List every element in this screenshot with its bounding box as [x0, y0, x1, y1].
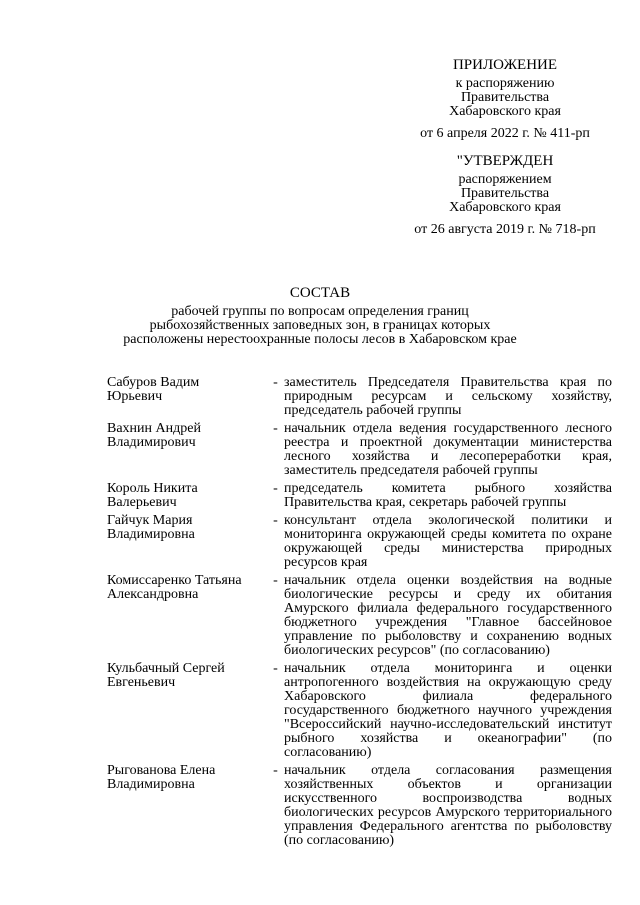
member-surname-name: Сабуров Вадим: [107, 375, 200, 390]
member-dash: -: [273, 375, 278, 390]
member-row: [107, 514, 612, 570]
member-dash: -: [273, 661, 278, 676]
member-dash: -: [273, 763, 278, 778]
member-surname-name: Рыгованова Елена: [107, 763, 216, 778]
appendix-block: [400, 57, 610, 237]
member-role: начальник отдела ведения государственного лесного реестра и проектной документации министерства лесного хозяйства и лесопереработки края, заместитель председателя рабочей группы: [284, 421, 612, 478]
approved-line: Хабаровского края: [449, 200, 561, 215]
member-name: [107, 662, 267, 690]
approved-line: Правительства: [460, 186, 550, 201]
member-name: [107, 514, 267, 542]
member-row: [107, 482, 612, 510]
member-patronymic: Евгеньевич: [107, 675, 176, 690]
member-row: [107, 376, 612, 418]
member-surname-name: Кульбачный Сергей: [107, 661, 225, 676]
member-row: [107, 574, 612, 658]
document-heading: [100, 285, 540, 347]
member-dash: -: [273, 421, 278, 436]
member-role: председатель комитета рыбного хозяйства Правительства края, секретарь рабочей группы: [284, 481, 612, 510]
appendix-line: Хабаровского края: [449, 104, 561, 119]
member-patronymic: Юрьевич: [107, 389, 163, 404]
member-patronymic: Владимировна: [107, 527, 195, 542]
member-surname-name: Комиссаренко Татьяна: [107, 573, 242, 588]
member-name: [107, 574, 267, 602]
heading-subtitle-line: рабочей группы по вопросам определения границ: [171, 304, 469, 319]
member-row: [107, 662, 612, 760]
appendix-line: к распоряжению: [455, 76, 555, 91]
member-name: [107, 376, 267, 404]
member-role: заместитель Председателя Правительства края по природным ресурсам и сельскому хозяйству, председатель рабочей группы: [284, 375, 612, 418]
member-name: [107, 422, 267, 450]
appendix-date: от 6 апреля 2022 г. № 411-рп: [420, 126, 590, 141]
member-patronymic: Владимирович: [107, 435, 196, 450]
approved-line: распоряжением: [458, 172, 552, 187]
member-dash: -: [273, 513, 278, 528]
member-surname-name: Король Никита: [107, 481, 198, 496]
member-row: [107, 764, 612, 848]
member-surname-name: Гайчук Мария: [107, 513, 193, 528]
appendix-title: ПРИЛОЖЕНИЕ: [452, 57, 558, 73]
member-name: [107, 764, 267, 792]
heading-title: СОСТАВ: [289, 285, 351, 301]
heading-subtitle-line: расположены нерестоохранные полосы лесов в Хабаровском крае: [123, 332, 517, 347]
member-row: [107, 422, 612, 478]
member-dash: -: [273, 573, 278, 588]
member-role: начальник отдела мониторинга и оценки антропогенного воздействия на окружающую среду Хабаровского филиала федерального государственного бюджетного научного учреждения "Всероссийский научно-исследовательский институт рыбного хозяйства и океанографии" (по согласованию): [284, 661, 612, 760]
member-patronymic: Валерьевич: [107, 495, 177, 510]
member-role: начальник отдела согласования размещения хозяйственных объектов и организации искусственного воспроизводства водных биологических ресурсов Амурского территориального управления Федерального агентства по рыболовству (по согласованию): [284, 763, 612, 848]
member-dash: -: [273, 481, 278, 496]
members-list: [107, 376, 612, 852]
member-patronymic: Александровна: [107, 587, 199, 602]
appendix-line: Правительства: [460, 90, 550, 105]
member-surname-name: Вахнин Андрей: [107, 421, 201, 436]
heading-subtitle-line: рыбохозяйственных заповедных зон, в границах которых: [149, 318, 491, 333]
approved-title: "УТВЕРЖДЕН: [456, 153, 554, 169]
member-role: начальник отдела оценки воздействия на водные биологические ресурсы и среду их обитания Амурского филиала федерального государственного бюджетного учреждения "Главное бассейновое управление по рыболовству и сохранению водных биологических ресурсов" (по согласованию): [284, 573, 612, 658]
member-patronymic: Владимировна: [107, 777, 195, 792]
member-role: консультант отдела экологической политики и мониторинга окружающей среды комитета по охране окружающей среды министерства природных ресурсов края: [284, 513, 612, 570]
approved-date: от 26 августа 2019 г. № 718-рп: [414, 222, 596, 237]
member-name: [107, 482, 267, 510]
